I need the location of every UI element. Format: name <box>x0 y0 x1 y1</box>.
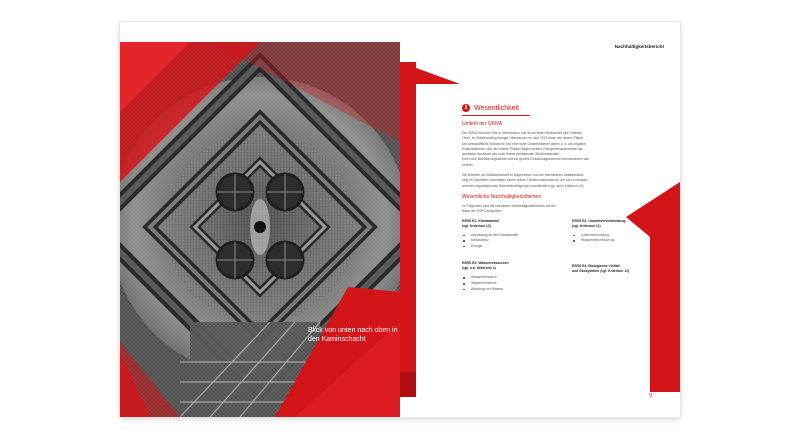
esrs-column-left <box>462 219 542 305</box>
esrs-e1-list <box>462 233 542 250</box>
list-item: Wasserverschmutzung <box>572 238 652 244</box>
list-item: Luftverschmutzung <box>572 233 652 239</box>
list-item: Anpassung an den Klimawandel <box>462 233 542 239</box>
right-page-number: 9 <box>649 393 652 399</box>
chimney-shaft-photo <box>120 22 400 417</box>
section-title-themen: Wesentliche Nachhaltigkeitsthemen <box>462 193 542 200</box>
list-item: Energie <box>462 244 542 250</box>
esrs-column-right <box>572 219 652 305</box>
right-page <box>400 22 680 417</box>
left-page <box>120 22 400 417</box>
list-item: Ableitung von Wasser <box>462 287 542 293</box>
page-content <box>462 104 652 304</box>
brochure-spread <box>120 22 680 417</box>
section-title-umfeld: Umfeld der GMVA <box>462 121 503 127</box>
paragraph-umfeld: Die GMVA hat ihren Sitz in Oberhausen und ist ein fester Bestandteil des Ortsteils Lirich. Im Städteranking belegte Oberhausen im Jahr 2023 einen der letzten Plätze. Die wirtschaftliche Schwäche und eine hohe Gewerbesteuer gelten u. a. als negative Einflussfaktoren. Auf den letzten Plätzen liegen weitere Ruhrgebietskommunen als sichtbarer Ausdruck des noch immer anhaltenden Strukturwandels. Eine hohe Bevölkerungsdichte und ein großes Emissionsgeschehen kennzeichnen das Umfeld. <box>462 131 590 167</box>
paragraph-branche: Die Branche der Abfallwirtschaft im Allgemeinen und der thermischen Abfallbehand- lung im Speziellen unterliegen einem hohen Transformationsdruck, der sich in entspre- chenden regulatorischen Rahmenbedingungen manifestiert (vgl. auch Kriterium 19). <box>462 173 589 188</box>
esrs-e3-title: ESRS E3: Wasserressourcen (vgl. u.a. Kriterium 4) <box>462 261 509 271</box>
esrs-columns <box>462 219 652 305</box>
esrs-e4-title: ESRS E4: Biologische Vielfalt und Ökosysteme (vgl. Kriterium 12) <box>572 263 630 273</box>
chapter-title: Wesentlichkeit <box>474 104 520 112</box>
chapter-number-badge: 2 <box>462 104 470 112</box>
running-head: Nachhaltigkeitsbericht <box>614 44 664 49</box>
esrs-e2-title: ESRS E2: Umweltverschmutzung (vgl. Kriterium 11) <box>572 218 626 228</box>
paragraph-themen-intro: Im Folgenden sind die relevanten Nachhaltigkeitsthemen auf der Basis der ESRS aufgeführt: <box>462 203 557 214</box>
list-item: Wasserentnahme <box>462 281 542 287</box>
list-item: Klimaschutz <box>462 238 542 244</box>
heading-rule <box>462 115 530 116</box>
left-page-number: 8 <box>148 398 151 404</box>
esrs-e2-list <box>572 233 652 244</box>
esrs-e3-list <box>462 275 542 292</box>
chapter-heading <box>462 104 652 112</box>
photo-caption: Blick von unten nach oben in den Kaminschacht <box>308 327 398 343</box>
list-item: Wasserverbrauch <box>462 275 542 281</box>
esrs-e1-title: ESRS E1: Klimawandel (vgl. Kriterium 13) <box>462 218 500 228</box>
